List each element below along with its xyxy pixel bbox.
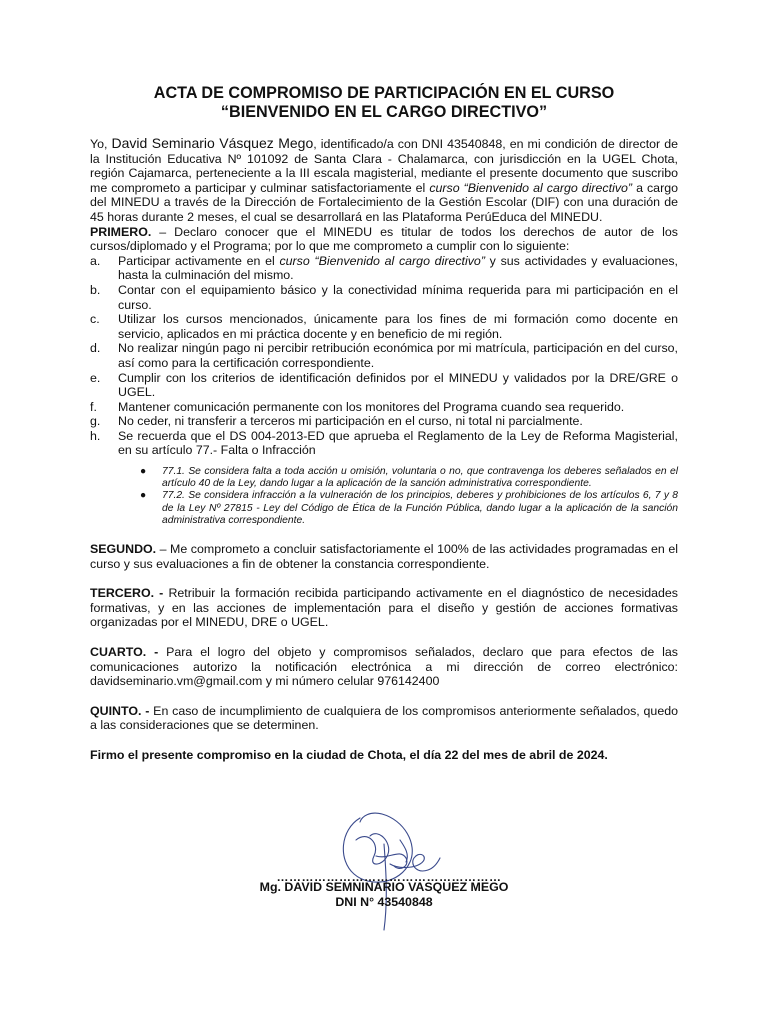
list-marker: d. <box>90 341 101 356</box>
primero-label: PRIMERO. <box>90 224 152 239</box>
intro-text-1: , identificado/a con DNI 43540848, en mi condición de director de la Institución Educativa Nº 101092 de Santa Clara - Chalamarca, con jurisdicción en la UGEL Chota, región Cajamarca, perteneciente a la III escala magisterial, mediante el presente documento que suscribo me comprometo a participar y culminar satisfactoriamente el <box>90 137 678 195</box>
spacer <box>90 733 678 748</box>
document-body <box>90 84 678 763</box>
bullet-icon: ● <box>140 490 147 502</box>
article-77-sublist <box>90 466 678 527</box>
intro-course: curso “Bienvenido al cargo directivo” <box>429 180 633 195</box>
tercero-label: TERCERO. - <box>90 586 164 601</box>
list-item-text: No realizar ningún pago ni percibir retribución económica por mi matrícula, participación en del curso, así como para la certificación correspondiente. <box>118 341 678 370</box>
list-item <box>90 371 678 400</box>
closing-statement <box>90 748 678 763</box>
list-item <box>90 254 678 283</box>
list-item-text-post: y sus actividades y evaluaciones, hasta la culminación del mismo. <box>118 253 678 283</box>
list-item-text: No ceder, ni transferir a terceros mi participación en el curso, ni total ni parcialmente. <box>118 414 583 429</box>
list-item-text: Cumplir con los criterios de identificación definidos por el MINEDU y validados por la DRE/GRE o UGEL. <box>118 370 678 400</box>
intro-yo: Yo, <box>90 137 108 151</box>
list-item-text: Participar activamente en el <box>118 253 280 268</box>
list-marker: g. <box>90 414 101 429</box>
tercero-text: Retribuir la formación recibida participando activamente en el diagnóstico de necesidades formativas, y en las acciones de implementación para el diseño y gestión de acciones formativas organizadas por el MINEDU, DRE o UGEL. <box>90 586 678 630</box>
closing-text: Firmo el presente compromiso en la ciudad de Chota, el día 22 del mes de abril de 2024. <box>90 748 608 763</box>
list-marker: f. <box>90 399 97 414</box>
cuarto-text: Para el logro del objeto y compromisos señalados, declaro que para efectos de las comunicaciones autorizo la notificación electrónica a mi dirección de correo electrónico: davidseminario.vm@gmail.com y mi número celular 976142400 <box>90 645 678 689</box>
document-title <box>90 84 678 122</box>
sublist-item <box>140 466 678 490</box>
segundo-text: – Me comprometo a concluir satisfactoriamente el 100% de las actividades programadas en el curso y sus evaluaciones a fin de obtener la constancia correspondiente. <box>90 542 678 571</box>
title-line-1: ACTA DE COMPROMISO DE PARTICIPACIÓN EN EL CURSO <box>153 84 615 102</box>
intro-text-2: a cargo del MINEDU a través de la Dirección de Fortalecimiento de la Gestión Escolar (DIF) con una duración de 45 horas durante 2 meses, el cual se desarrollará en las Plataforma PerúEduca del MINEDU. <box>90 180 678 224</box>
sublist-item <box>140 490 678 527</box>
list-item <box>90 400 678 415</box>
list-item-text: Mantener comunicación permanente con los monitores del Programa cuando sea requerido. <box>118 399 625 414</box>
list-marker: b. <box>90 282 101 297</box>
list-item <box>90 283 678 312</box>
signature-block <box>90 800 678 950</box>
intro-paragraph <box>90 136 678 225</box>
signer-info <box>90 880 678 910</box>
clause-segundo <box>90 542 678 571</box>
sublist-item-text: 77.1. Se considera falta a toda acción u omisión, voluntaria o no, que contravenga los deberes señalados en el artículo 40 de la Ley, dando lugar a la aplicación de la sanción administrativa correspondiente. <box>162 466 678 490</box>
sublist-item-text: 77.2. Se considera infracción a la vulneración de los principios, deberes y prohibiciones de los artículos 6, 7 y 8 de la Ley Nº 27815 - Ley del Código de Ética de la Función Pública, dando lugar a la aplicación de la sanción administrativa correspondiente. <box>162 490 678 526</box>
list-item <box>90 341 678 370</box>
list-item <box>90 429 678 458</box>
list-item-text: Se recuerda que el DS 004-2013-ED que aprueba el Reglamento de la Ley de Reforma Magisterial, en su artículo 77.- Falta o Infracción <box>118 428 678 458</box>
list-item <box>90 414 678 429</box>
spacer <box>90 571 678 586</box>
spacer <box>90 527 678 542</box>
signer-name: Mg. DAVID SEMNINARIO VASQUEZ MEGO <box>259 880 509 894</box>
list-item-text: Utilizar los cursos mencionados, únicamente para los fines de mi formación como docente en servicio, aplicados en mi práctica docente y en beneficio de mi región. <box>118 312 678 341</box>
list-item-italic: curso “Bienvenido al cargo directivo” <box>279 253 485 268</box>
signature-line: ……………………………………………… <box>276 870 502 884</box>
primero-list <box>90 254 678 458</box>
clause-quinto <box>90 704 678 733</box>
quinto-label: QUINTO. - <box>90 703 150 718</box>
intro-name: David Seminario Vásquez Mego <box>111 135 314 151</box>
spacer <box>90 630 678 645</box>
signer-dni: DNI N° 43540848 <box>335 895 433 909</box>
spacer <box>90 689 678 704</box>
clause-cuarto <box>90 645 678 689</box>
list-item <box>90 312 678 341</box>
list-item-text: Contar con el equipamiento básico y la conectividad mínima requerida para mi participación en el curso. <box>118 282 678 312</box>
list-marker: h. <box>90 428 101 443</box>
clause-primero <box>90 225 678 254</box>
primero-text: – Declaro conocer que el MINEDU es titular de todos los derechos de autor de los cursos/diplomado y el Programa; por lo que me comprometo a cumplir con lo siguiente: <box>90 224 678 254</box>
title-line-2: “BIENVENIDO EN EL CARGO DIRECTIVO” <box>220 103 548 121</box>
list-marker: e. <box>90 370 101 385</box>
segundo-label: SEGUNDO. <box>90 542 157 557</box>
cuarto-label: CUARTO. - <box>90 645 159 660</box>
list-marker: c. <box>90 312 100 327</box>
bullet-icon: ● <box>140 466 147 478</box>
clause-tercero <box>90 586 678 630</box>
quinto-text: En caso de incumplimiento de cualquiera de los compromisos anteriormente señalados, quedo a las consideraciones que se determinen. <box>90 703 678 733</box>
list-marker: a. <box>90 253 101 268</box>
